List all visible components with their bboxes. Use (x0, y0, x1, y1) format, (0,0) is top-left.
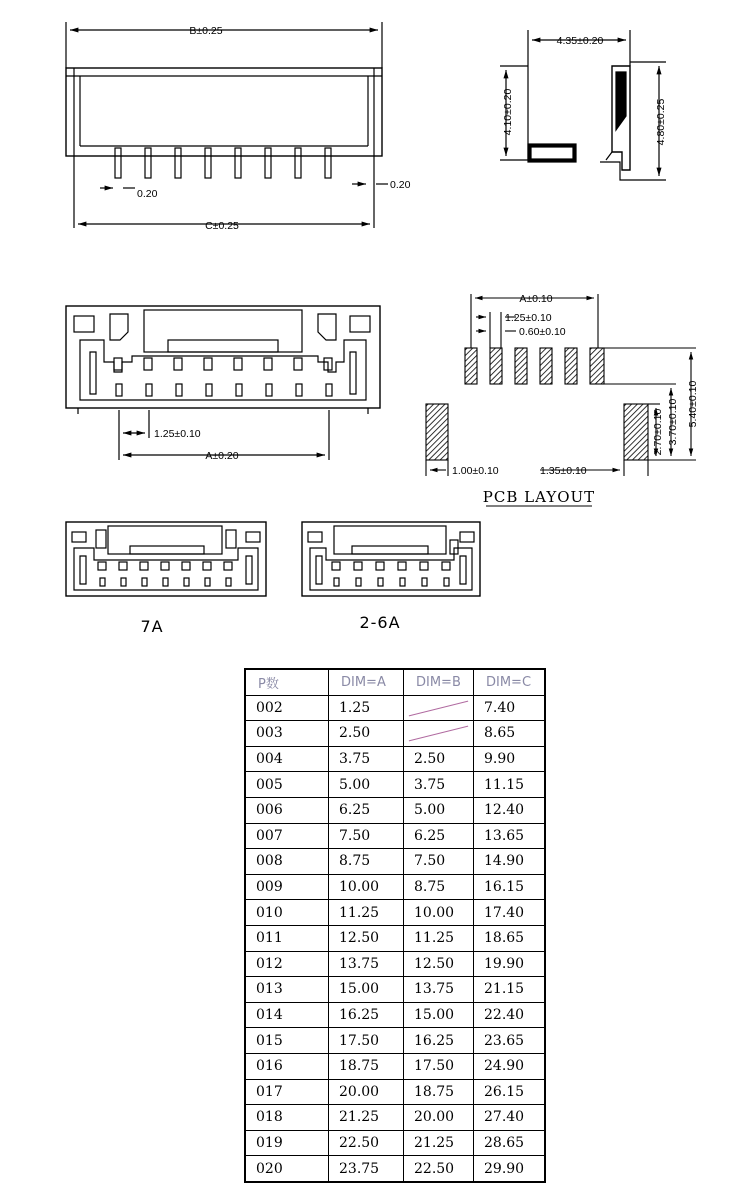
cell-p: 005 (245, 772, 329, 798)
cell-dim-c: 27.40 (474, 1105, 546, 1131)
cell-dim-a: 22.50 (329, 1130, 404, 1156)
cell-dim-b: 20.00 (404, 1105, 474, 1131)
cell-dim-a: 7.50 (329, 823, 404, 849)
variant-26a-pins (332, 562, 450, 586)
cell-dim-c: 11.15 (474, 772, 546, 798)
cell-p: 018 (245, 1105, 329, 1131)
pcb-pitch: 1.25±0.10 (505, 312, 552, 324)
cell-dim-a: 3.75 (329, 746, 404, 772)
variant-7a-pins (98, 562, 232, 586)
cell-dim-a: 23.75 (329, 1156, 404, 1182)
table-row (245, 1028, 545, 1054)
cell-dim-b: 18.75 (404, 1079, 474, 1105)
cell-dim-c: 12.40 (474, 797, 546, 823)
cell-p: 016 (245, 1053, 329, 1079)
cell-dim-b (404, 721, 474, 747)
cell-p: 017 (245, 1079, 329, 1105)
cell-dim-c: 9.90 (474, 746, 546, 772)
top-dim-b: B±0.25 (189, 25, 223, 37)
cell-dim-a: 8.75 (329, 849, 404, 875)
table-row (245, 1130, 545, 1156)
table-row (245, 695, 545, 721)
cell-dim-a: 12.50 (329, 925, 404, 951)
header-p: P数 (245, 669, 329, 695)
front-pitch: 1.25±0.10 (154, 428, 201, 440)
cell-dim-b: 10.00 (404, 900, 474, 926)
pcb-pads (426, 348, 648, 460)
cell-dim-a: 16.25 (329, 1002, 404, 1028)
table-row (245, 951, 545, 977)
cell-dim-c: 21.15 (474, 977, 546, 1003)
pcb-dim-270: 2.70±0.10 (652, 408, 664, 456)
cell-dim-c: 18.65 (474, 925, 546, 951)
cell-dim-c: 19.90 (474, 951, 546, 977)
cell-dim-c: 23.65 (474, 1028, 546, 1054)
pcb-dim-a: A±0.10 (519, 293, 553, 305)
table-row (245, 1105, 545, 1131)
cell-dim-c: 28.65 (474, 1130, 546, 1156)
cell-dim-b: 6.25 (404, 823, 474, 849)
cell-p: 008 (245, 849, 329, 875)
cell-dim-c: 22.40 (474, 1002, 546, 1028)
cell-dim-b: 8.75 (404, 874, 474, 900)
table-row (245, 849, 545, 875)
variant-26a (302, 522, 480, 596)
cell-p: 020 (245, 1156, 329, 1182)
cell-p: 014 (245, 1002, 329, 1028)
header-dim-a: DIM=A (329, 669, 404, 695)
top-gap-left: 0.20 (137, 188, 158, 200)
cell-dim-b: 11.25 (404, 925, 474, 951)
cell-p: 019 (245, 1130, 329, 1156)
cell-p: 009 (245, 874, 329, 900)
table-row (245, 874, 545, 900)
cell-dim-b: 21.25 (404, 1130, 474, 1156)
cell-dim-a: 18.75 (329, 1053, 404, 1079)
cell-dim-c: 26.15 (474, 1079, 546, 1105)
dimension-table-body (245, 695, 545, 1182)
cell-dim-a: 21.25 (329, 1105, 404, 1131)
cell-dim-c: 7.40 (474, 695, 546, 721)
table-row (245, 977, 545, 1003)
header-dim-c: DIM=C (474, 669, 546, 695)
table-row (245, 1156, 545, 1182)
variant-26a-label: 2-6A (359, 613, 401, 632)
pcb-dim-540: 5.40±0.10 (687, 380, 699, 428)
cell-p: 003 (245, 721, 329, 747)
cell-dim-c: 29.90 (474, 1156, 546, 1182)
variant-7a-label: 7A (140, 617, 164, 636)
table-row (245, 746, 545, 772)
cell-dim-a: 15.00 (329, 977, 404, 1003)
cell-dim-a: 11.25 (329, 900, 404, 926)
table-row (245, 797, 545, 823)
cell-p: 015 (245, 1028, 329, 1054)
pcb-pad-width: 0.60±0.10 (519, 326, 566, 338)
pcb-layout-title: PCB LAYOUT (482, 488, 596, 506)
cell-dim-c: 17.40 (474, 900, 546, 926)
cell-dim-b: 7.50 (404, 849, 474, 875)
pcb-right-pad: 1.35±0.10 (540, 465, 587, 477)
front-dim-a: A±0.20 (205, 450, 239, 462)
cell-dim-c: 24.90 (474, 1053, 546, 1079)
cell-p: 012 (245, 951, 329, 977)
cell-p: 006 (245, 797, 329, 823)
cell-dim-b: 13.75 (404, 977, 474, 1003)
cell-dim-a: 20.00 (329, 1079, 404, 1105)
cell-p: 011 (245, 925, 329, 951)
cell-dim-c: 16.15 (474, 874, 546, 900)
cell-dim-b: 22.50 (404, 1156, 474, 1182)
top-dim-c: C±0.25 (205, 220, 239, 232)
table-row (245, 1053, 545, 1079)
cell-dim-c: 13.65 (474, 823, 546, 849)
table-row (245, 721, 545, 747)
table-header-row (245, 669, 545, 695)
cell-dim-a: 2.50 (329, 721, 404, 747)
pcb-dim-370: 3.70±0.10 (667, 398, 679, 446)
cell-dim-b: 12.50 (404, 951, 474, 977)
table-row (245, 772, 545, 798)
cell-dim-b: 3.75 (404, 772, 474, 798)
cell-dim-a: 17.50 (329, 1028, 404, 1054)
cell-dim-b: 5.00 (404, 797, 474, 823)
table-row (245, 1002, 545, 1028)
top-gap-right: 0.20 (390, 179, 411, 191)
front-view-pins (114, 358, 332, 396)
cell-dim-a: 5.00 (329, 772, 404, 798)
top-view (66, 22, 388, 228)
cell-p: 007 (245, 823, 329, 849)
table-row (245, 823, 545, 849)
cell-dim-b: 17.50 (404, 1053, 474, 1079)
cell-p: 013 (245, 977, 329, 1003)
cell-dim-a: 10.00 (329, 874, 404, 900)
cell-p: 010 (245, 900, 329, 926)
side-height-outer: 4.80±0.25 (655, 98, 667, 146)
variant-7a (66, 522, 266, 596)
side-view (500, 30, 666, 180)
front-view (66, 306, 380, 460)
table-row (245, 900, 545, 926)
side-height-inner: 4.10±0.20 (502, 88, 514, 136)
side-width: 4.35±0.20 (556, 35, 604, 47)
table-row (245, 925, 545, 951)
cell-dim-c: 14.90 (474, 849, 546, 875)
cell-dim-b: 15.00 (404, 1002, 474, 1028)
header-dim-b: DIM=B (404, 669, 474, 695)
table-row (245, 1079, 545, 1105)
cell-dim-a: 6.25 (329, 797, 404, 823)
cell-dim-b: 16.25 (404, 1028, 474, 1054)
cell-p: 002 (245, 695, 329, 721)
pcb-left-pad: 1.00±0.10 (452, 465, 499, 477)
cell-dim-c: 8.65 (474, 721, 546, 747)
dimension-table (244, 668, 546, 1183)
cell-dim-a: 1.25 (329, 695, 404, 721)
cell-dim-a: 13.75 (329, 951, 404, 977)
top-view-pins (115, 148, 331, 178)
cell-p: 004 (245, 746, 329, 772)
cell-dim-b (404, 695, 474, 721)
cell-dim-b: 2.50 (404, 746, 474, 772)
